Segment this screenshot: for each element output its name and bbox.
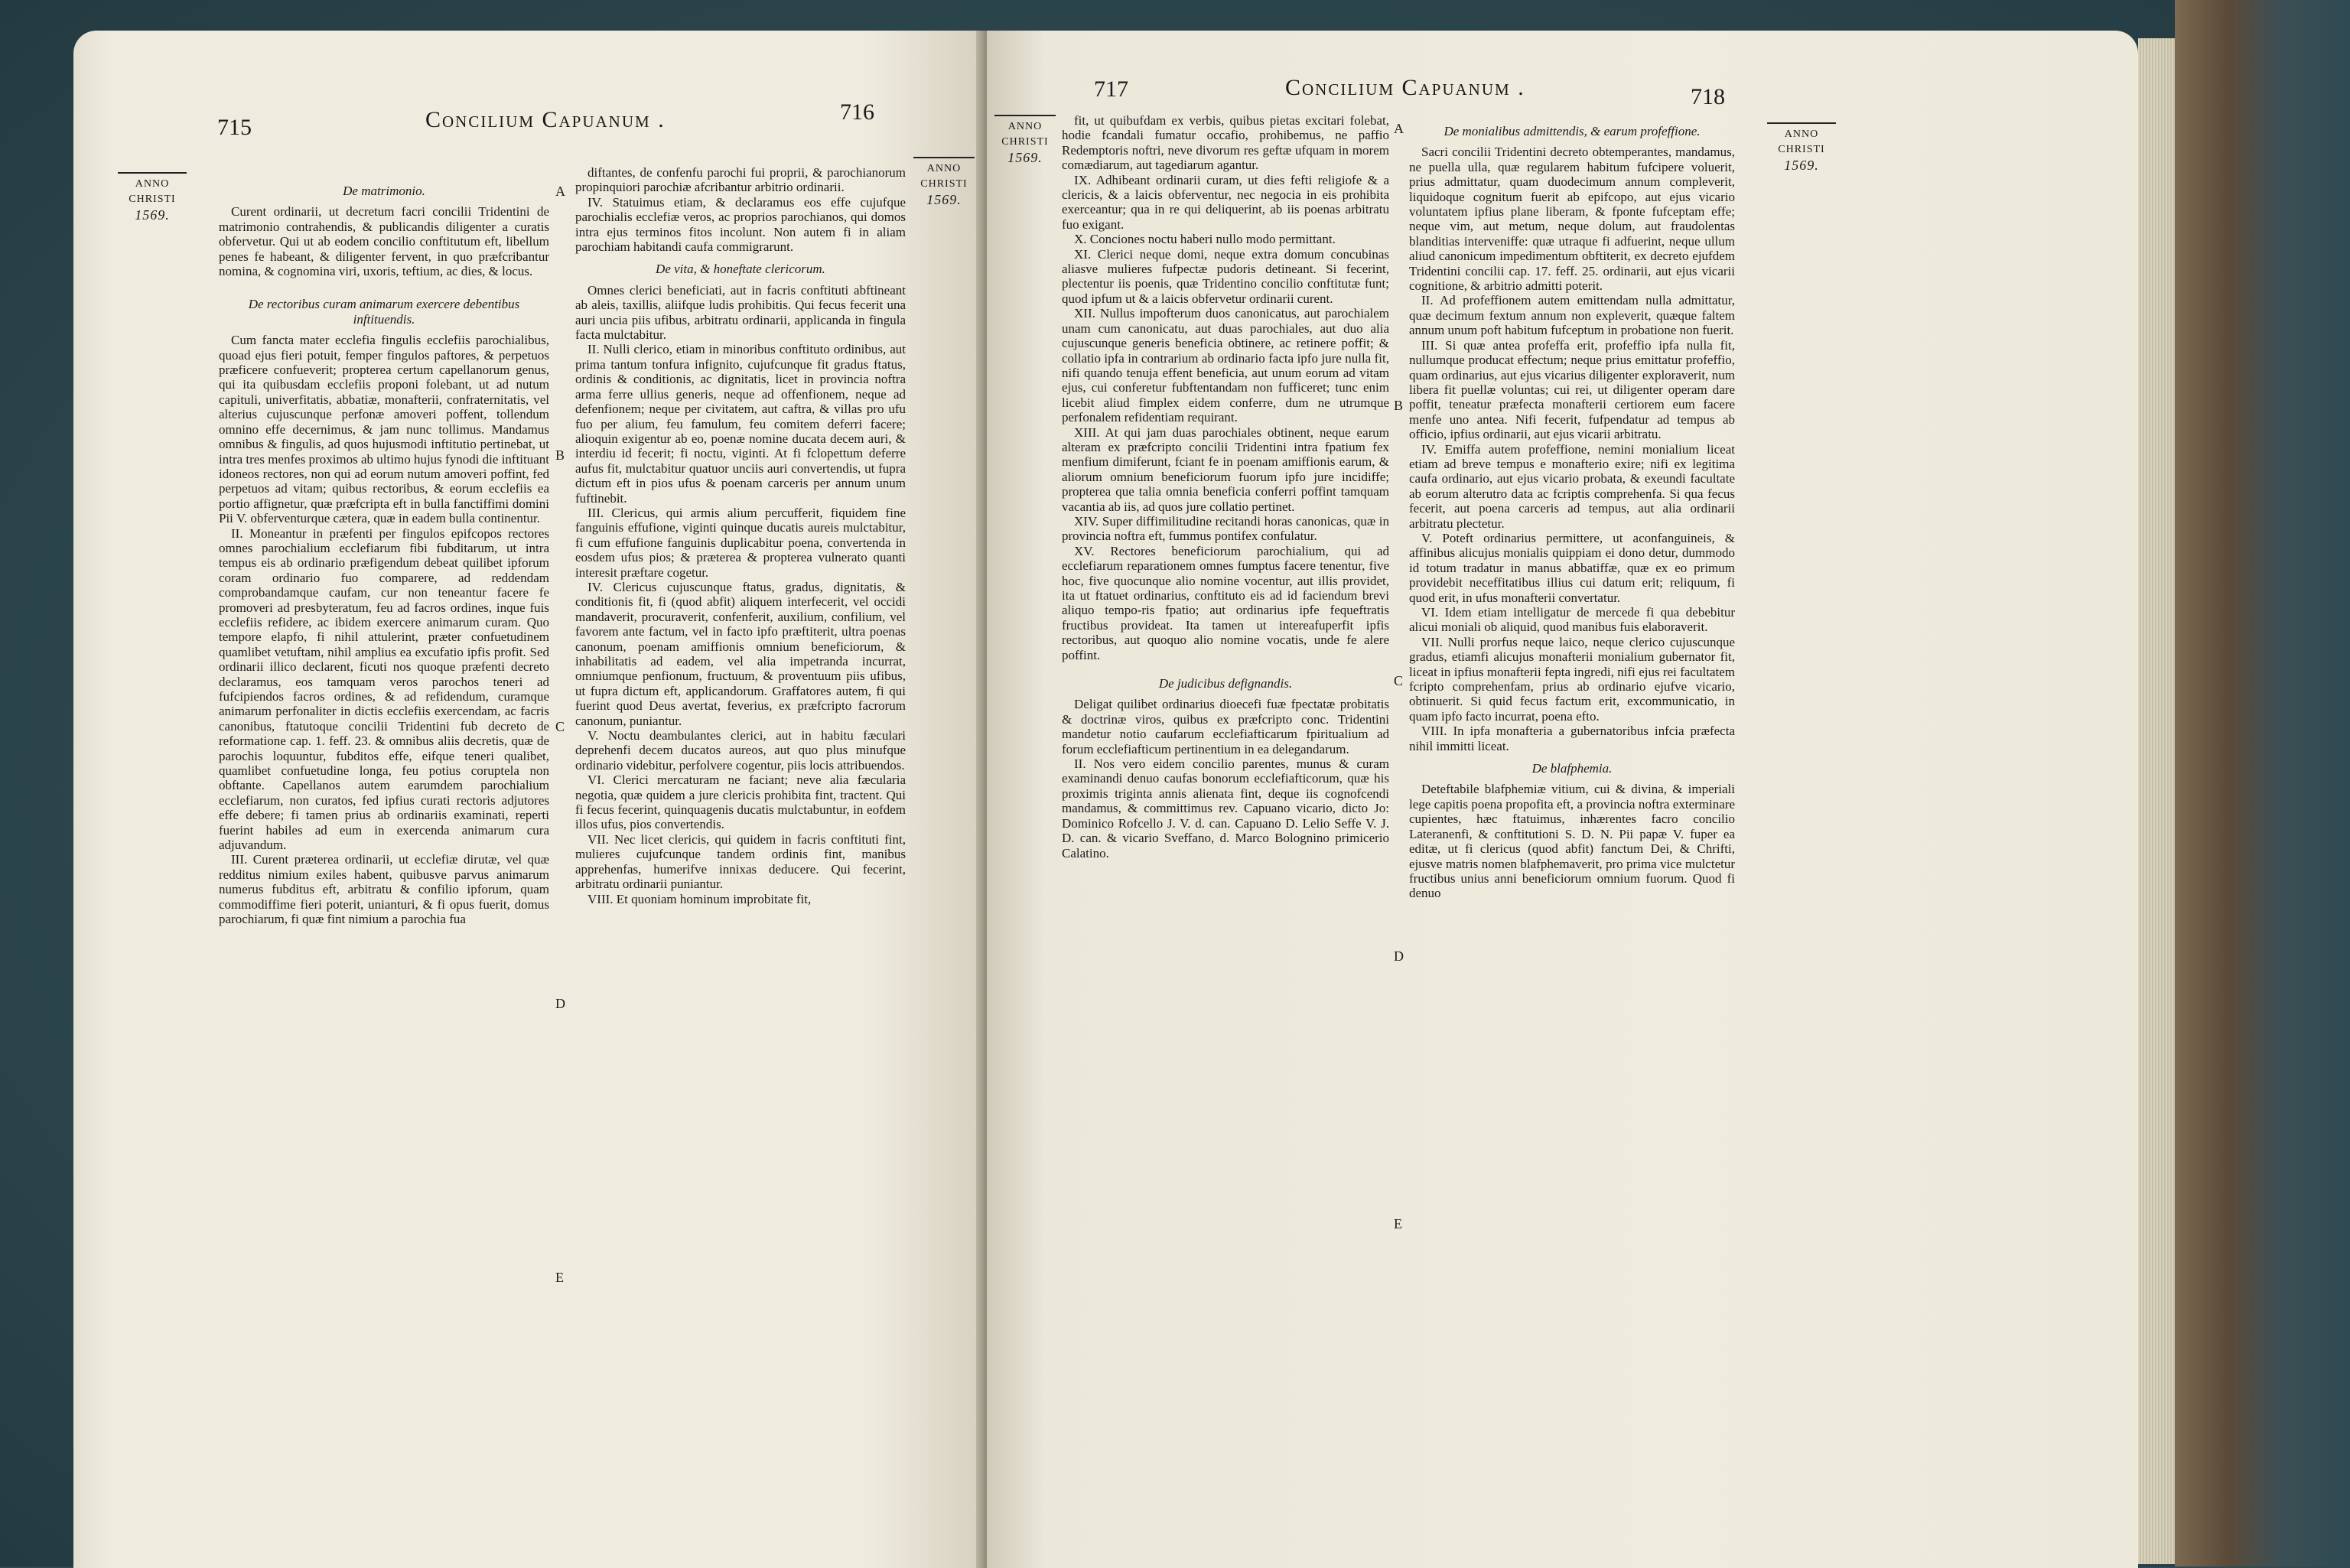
section-heading: De monialibus admittendis, & earum profeffione. — [1444, 124, 1701, 138]
paragraph: VIII. Et quoniam hominum improbitate fit, — [588, 891, 812, 906]
section-letter-e: E — [555, 1270, 564, 1285]
paragraph: III. Clericus, qui armis alium percufferit, fiquidem fine fanguinis effufione, viginti quinque ducatis aureis mulctabitur, fi cum effufione fanguinis duplicabitur poena, convertenda in eosdem ufus pios; & præterea & propterea vulnerato quanti interesit præftare cogetur. — [575, 505, 906, 580]
page-number-716: 716 — [840, 99, 874, 125]
margin-note-year-left: ANNO CHRISTI 1569. — [994, 115, 1056, 165]
paragraph: IV. Emiffa autem profeffione, nemini monialium liceat etiam ad breve tempus e monafterio exire; nifi ex legitima caufa ordinario, aut ejus vicario probata, & exeundi facultate ab eorum alterutro data ac fcriptis comprehenfa. Si qua fecus fecerit, aut poena carceris ad tempus, aut alia ordinarii arbitratu plectetur. — [1409, 441, 1735, 531]
paragraph: V. Poteft ordinarius permittere, ut aconfanguineis, & affinibus alicujus monialis quippiam ei dono detur, dummodo id totum tradatur in manus abbatiffæ, quæ ex eo primum providebit neceffitatibus illius cui datum erit; reliquum, fi quod erit, in ufus monafterii convertatur. — [1409, 530, 1735, 605]
paragraph: IX. Adhibeant ordinarii curam, ut dies fefti religiofe & a clericis, & a laicis obferventur, nec negocia in eis prohibita exerceantur; qua in re qui deliquerint, ab iis poenas arbitratu fuo exigant. — [1062, 172, 1389, 232]
section-heading: De vita, & honeftate clericorum. — [656, 262, 825, 277]
section-letter-c: C — [1394, 673, 1404, 688]
page-number-718: 718 — [1691, 84, 1725, 109]
page-number-717: 717 — [1094, 76, 1128, 102]
section-letter-a: A — [1394, 121, 1404, 136]
paragraph: Cum fancta mater ecclefia fingulis ecclefiis parochialibus, quoad ejus fieri potuit, femper fingulos paftores, & perpetuos præficere confueverit; propterea certum capellanorum genus, qui ita quibusdam ecclefiis proponi folebant, ut ad nutum capituli, univerfitatis, abbatiæ, monafterii, confraternitatis, vel alterius cujuscunque perfonæ amoveri poffent, tollendum omnino effe decernimus, & jam nunc tollimus. Mandamus omnibus & fingulis, ad quos hujusmodi inftitutio pertinebat, ut intra tres menfes proximos ab ultimo hujus fynodi die inftituant idoneos rectores, non qui ad eorum nutum amoveri poffint, fed perpetuos ad vitam; quibus rectoribus, & eorum ecclefiis ea portio affignetur, quæ præfcripta eft in bulla fanctiffimi domini Pii V. obferventurque cætera, quæ in eadem bulla continentur. — [219, 333, 550, 526]
paragraph: VI. Clerici mercaturam ne faciant; neve alia fæcularia negotia, quæ quidem a jure clericis prohibita fint, tractent. Qui fi fecus fecerint, quinquagenis ducatis mulctabuntur, in eofdem illos ufus, pios convertendis. — [575, 773, 906, 832]
section-letter-d: D — [555, 996, 565, 1011]
paragraph: diftantes, de confenfu parochi fui proprii, & parochianorum propinquiori parochiæ afcribantur arbitrio ordinarii. — [575, 165, 906, 195]
paragraph: XV. Rectores beneficiorum parochialium, qui ad ecclefiarum reparationem omnes fumptus facere tenentur, five hoc, five quocunque alio nomine vocentur, aut illis providet, ita ut ftatuet ordinarius, conftituto eis ad id faciendum brevi aliquo tempo-ris fpatio; aut ordinarius ipfe fequeftratis fructibus provideat. Ita tamen ut intereafuperfit ipfis rectoribus, aut quoquo alio nomine vocatis, unde fe alere poffint. — [1062, 543, 1389, 662]
left-page-column-b — [575, 165, 906, 906]
paragraph: XI. Clerici neque domi, neque extra domum concubinas aliasve mulieres fufpectæ pudoris detineant. Si fecerint, plectentur iis poenis, quæ Tridentino concilio conftitutæ funt; quod ipfum ut & a laicis obfervetur ordinarii curent. — [1062, 246, 1389, 306]
paragraph: IV. Statuimus etiam, & declaramus eos effe cujufque parochialis ecclefiæ veros, ac proprios parochianos, qui domos intra ejus terminos fitos incolunt. Non autem fi in aliam parochiam habitandi caufa commigrarunt. — [575, 194, 906, 255]
section-letter-d: D — [1394, 948, 1404, 964]
paragraph: Deligat quilibet ordinarius dioecefi fuæ fpectatæ probitatis & doctrinæ viros, quibus ex præfcripto conc. Tridentini mandetur notio caufarum ecclefiafticarum fpiritualium ad forum ecclefiafticum pertinentium in ea delegandarum. — [1062, 697, 1389, 756]
paragraph: VII. Nulli prorfus neque laico, neque clerico cujuscunque gradus, etiamfi alicujus monafterii monialium gubernator fit, liceat in ipfius monafterii fepta ingredi, nifi ejus rei facultatem fcripto comprehenfam, prius ab ordinario ejufve vicario, obtinuerit. Si quid fecus factum erit, excommunicatio, in quam ipfo facto incurrat, poena efto. — [1409, 634, 1735, 724]
paragraph: XIV. Super diffimilitudine recitandi horas canonicas, quæ in provincia noftra eft, fummus pontifex confulatur. — [1062, 513, 1389, 544]
section-letter-a: A — [555, 184, 565, 199]
page-edges — [2138, 38, 2175, 1564]
section-letter-b: B — [1394, 398, 1404, 413]
paragraph: Deteftabile blafphemiæ vitium, cui & divina, & imperiali lege capitis poena propofita eft, a provincia noftra exterminare cupientes, hæc ftatuimus, inhærentes facro concilio Lateranenfi, & conftitutioni S. D. N. Pii papæ V. fuper ea editæ, ut fi clericus (quod abfit) fanctum Dei, & Chrifti, ejusve matris nomen blafphemaverit, pro prima vice mulctetur fructibus unius anni beneficiorum omnium fuorum. Quod fi denuo — [1409, 782, 1735, 901]
book-cover — [2175, 0, 2350, 1566]
paragraph: II. Ad profeffionem autem emittendam nulla admittatur, quæ decimum fextum annum non expleverit, quæque faltem annum unum poft habitum fufceptum in probatione non fuerit. — [1409, 293, 1735, 338]
paragraph: XII. Nullus impofterum duos canonicatus, aut parochialem unam cum canonicatu, aut duas parochiales, aut duo alia cujuscunque generis beneficia obtinere, ac retinere poffit; & collatio ipfa in contrarium ab ordinario facta ipfo jure nulla fit, nifi quando tenuja effent beneficia, aut unum eorum ad vitam ejus, cui conferetur fubftentandam non fufficeret; tunc enim licebit aliud fimplex eidem conferre, dum ne utrumque perfonalem refidentiam requirant. — [1062, 306, 1389, 425]
paragraph: fit, ut quibufdam ex verbis, quibus pietas excitari folebat, hodie fcandali fumatur occafio, prohibemus, ne paffio Redemptoris noftri, neve divorum res geftæ ufquam in morem comædiarum, aut tagediarum agantur. — [1062, 113, 1389, 173]
left-page-column-a — [219, 176, 549, 927]
paragraph: IV. Clericus cujuscunque ftatus, gradus, dignitatis, & conditionis fit, fi (quod abfit) aliquem interfecerit, vel occidi mandaverit, procuraverit, confenferit, auxilium, confilium, vel favorem ante factum, vel in facto ipfo præftiterit, ultra poenas canonum, poenam amiffionis omnium beneficiorum, & inhabilitatis ad eadem, vel alia impetranda incurrat, omniumque penfionum, fructuum, & proventuum piis ufibus, ut fupra dictum eft, applicandorum. Graffatores autem, fi qui fuerint quod Deus avertat, feverius, ex præfcripto facrorum canonum, puniantur. — [575, 579, 906, 728]
gutter — [976, 31, 987, 1568]
section-heading: De blafphemia. — [1531, 761, 1613, 776]
paragraph: XIII. At qui jam duas parochiales obtinent, neque earum alteram ex præfcripto concilii Tridentini intra fpatium fex menfium dimiferunt, fciant fe in poenam amiffionis earum, & aliorum omnium beneficiorum fuorum ipfo jure incidiffe; propterea que talia omnia beneficia conferri poffint tamquam vacantia ab iis, ad quos jure collatio pertinet. — [1062, 425, 1389, 514]
paragraph: V. Noctu deambulantes clerici, aut in habitu fæculari deprehenfi decem ducatos aureos, aut quo plus minufque ordinario videbitur, perfolvere cogentur, piis locis attribuendos. — [575, 728, 906, 773]
page-number-715: 715 — [217, 115, 252, 140]
paragraph: Sacri concilii Tridentini decreto obtemperantes, mandamus, ne puella ulla, quæ regularem habitum fufcipere voluerit, prius admittatur, quam duodecimum annum compleverit, liquidoque cognitum fuerit ab epifcopo, aut ejus vicario voluntatem ipfius plane liberam, & fponte fufceptam effe; neque vim, aut metum, neque dolum, aut fraudolentas blanditias interveniffe: quæ utraque fi adfuerint, neque ullum aliud canonicum impedimentum obftiterit, ex decreto ejufdem Tridentini concilii cap. 17. feff. 25. ordinarii, aut ejus vicarii cognitione, & arbitrio admitti poterit. — [1409, 145, 1735, 294]
section-heading: De judicibus defignandis. — [1158, 676, 1293, 691]
paragraph: II. Nulli clerico, etiam in minoribus conftituto ordinibus, aut prima tantum tonfura infignito, cujufcunque fit gradus ftatus, ordinis & conditionis, ac dignitatis, licet in provincia noftra arma ferre ullius generis, neque ad offenfionem, neque ad defenfionem; neque per civitatem, aut caftra, & villas pro ufu fuo per alium, feu famulum, feu comitem deferri facere; alioquin exigentur ab eo, poenæ nomine ducata decem auri, & interdiu id fecerit; fi noctu, viginti. At fi fclopettum deferre aufus fit, mulctabitur quatuor unciis auri convertendis, ut fupra dictum eft in pios ufus & poenam carceris per annum unum fuftinebit. — [575, 342, 906, 506]
right-page-column-b — [1409, 116, 1735, 901]
margin-note-year-right: ANNO CHRISTI 1569. — [1767, 122, 1836, 173]
paragraph: II. Moneantur in præfenti per fingulos epifcopos rectores omnes parochialium ecclefiarum fibi fubditarum, ut intra tempus eis ab ordinario præfigendum debeat quilibet ipforum coram ordinario fuo comparere, ad reddendam comprobandamque caufam, cur non teneantur facere fe promoveri ad presbyteratum, feu ad facros ordines, inque fuis ecclefiis refidere, ac ibidem exercere animarum curam. Quo tempore elapfo, fi nihil attulerint, præter confuetudinem quamlibet vetuftam, nihil amplius ea excufatio ipfis profit. Sed ordinarii illico declarent, ficuti nos quoque præfenti decreto declaramus, eos tamquam veros parochos teneri ad fufcipiendos facros ordines, & ad refidendum, curamque animarum perfonaliter in dictis ecclefiis exercendam, ac facris canonibus, ftatutoque concilii Tridentini fub decreto de reformatione cap. 1. feff. 23. & omnibus aliis decretis, quæ de parochis loquuntur, fubditos effe, eifque teneri qualibet, quamlibet confuetudine longa, feu potius coruptela non obftante. Capellanos autem earumdem parochialium ecclefiarum, non curatos, fed ipfius curati rectoris adjutores effe debere; fi tamen prius ab ordinariis examinati, reperti fuerint habiles ad eum in exercenda animarum cura adjuvandum. — [219, 525, 549, 853]
margin-note-year-left: ANNO CHRISTI 1569. — [118, 172, 187, 223]
paragraph: VII. Nec licet clericis, qui quidem in facris conftituti fint, mulieres cujufcunque tandem ordinis fint, manibus apprehenfas, humerifve innixas deducere. Qui fecerint, arbitratu ordinarii puniantur. — [575, 831, 906, 892]
section-letter-b: B — [555, 447, 565, 463]
paragraph: II. Nos vero eidem concilio parentes, munus & curam examinandi denuo caufas bonorum ecclefiafticorum, quæ his proximis triginta annis alienata fint, deque iis cognofcendi mandamus, & committimus rev. Capuano vicario, dicto Jo: Dominico Rofcello J. V. d. can. Capuano D. Lelio Seffe V. J. D. can. & vicario Sveffano, d. Marco Bolognino primicerio Calatino. — [1062, 756, 1389, 860]
paragraph: Omnes clerici beneficiati, aut in facris conftituti abftineant ab aleis, taxillis, aliifque ludis prohibitis. Qui fecus fecerit una auri uncia piis ufibus, arbitratu ordinarii, applicanda in fingula facta mulctabitur. — [575, 282, 906, 343]
section-heading: De rectoribus curam animarum exercere debentibus inftituendis. — [248, 297, 520, 327]
running-title-right: Concilium Capuanum . — [1285, 75, 1525, 100]
paragraph: III. Curent præterea ordinarii, ut ecclefiæ dirutæ, vel quæ redditus nimium exiles habent, quibusve parvus animarum numerus fubditus eft, arbitratu & confilio ipforum, quam commodiffime fieri poterit, unianturi, & fi opus fuerit, domus parochiarum, fi quæ fint nimium a parochia fua — [219, 852, 549, 927]
running-title-left: Concilium Capuanum . — [425, 107, 666, 132]
paragraph: III. Si quæ antea profeffa erit, profeffio ipfa nulla fit, nullumque producat effectum; neque prius emittatur profeffio, quam ordinarius, aut ejus vicarius diligenter exploraverit, num libera fit puellæ voluntas; cui rei, ut diligenter operam dare poffit, teneatur præfecta monafterii certiorem eum facere menfe uno antea. Nifi fecerit, fufpendatur ad tempus ab officio, ipfius ordinarii, aut ejus vicarii arbitratu. — [1409, 337, 1735, 442]
paragraph: VIII. In ipfa monafteria a gubernatoribus infcia præfecta nihil immitti liceat. — [1409, 724, 1735, 753]
paragraph: Curent ordinarii, ut decretum facri concilii Tridentini de matrimonio contrahendis, & publicandis diligenter a curatis obfervetur. Qui ut ab eodem concilio conftitutum eft, libellum penes fe habeant, & diligenter fervent, in quo præfcribantur nomina, & cognomina viri, uxoris, teftium, ac dies, & locus. — [219, 204, 549, 279]
right-page — [987, 31, 2138, 1568]
paragraph: X. Conciones noctu haberi nullo modo permittant. — [1074, 232, 1336, 247]
section-heading: De matrimonio. — [343, 184, 425, 198]
left-page — [73, 31, 976, 1568]
right-page-column-a — [1062, 113, 1389, 860]
section-letter-c: C — [555, 719, 565, 734]
margin-note-year-right: ANNO CHRISTI 1569. — [913, 157, 975, 207]
section-letter-e: E — [1394, 1216, 1402, 1231]
paragraph: VI. Idem etiam intelligatur de mercede fi qua debebitur alicui moniali ob aliquid, quod manibus fuis elaboraverit. — [1409, 605, 1735, 635]
